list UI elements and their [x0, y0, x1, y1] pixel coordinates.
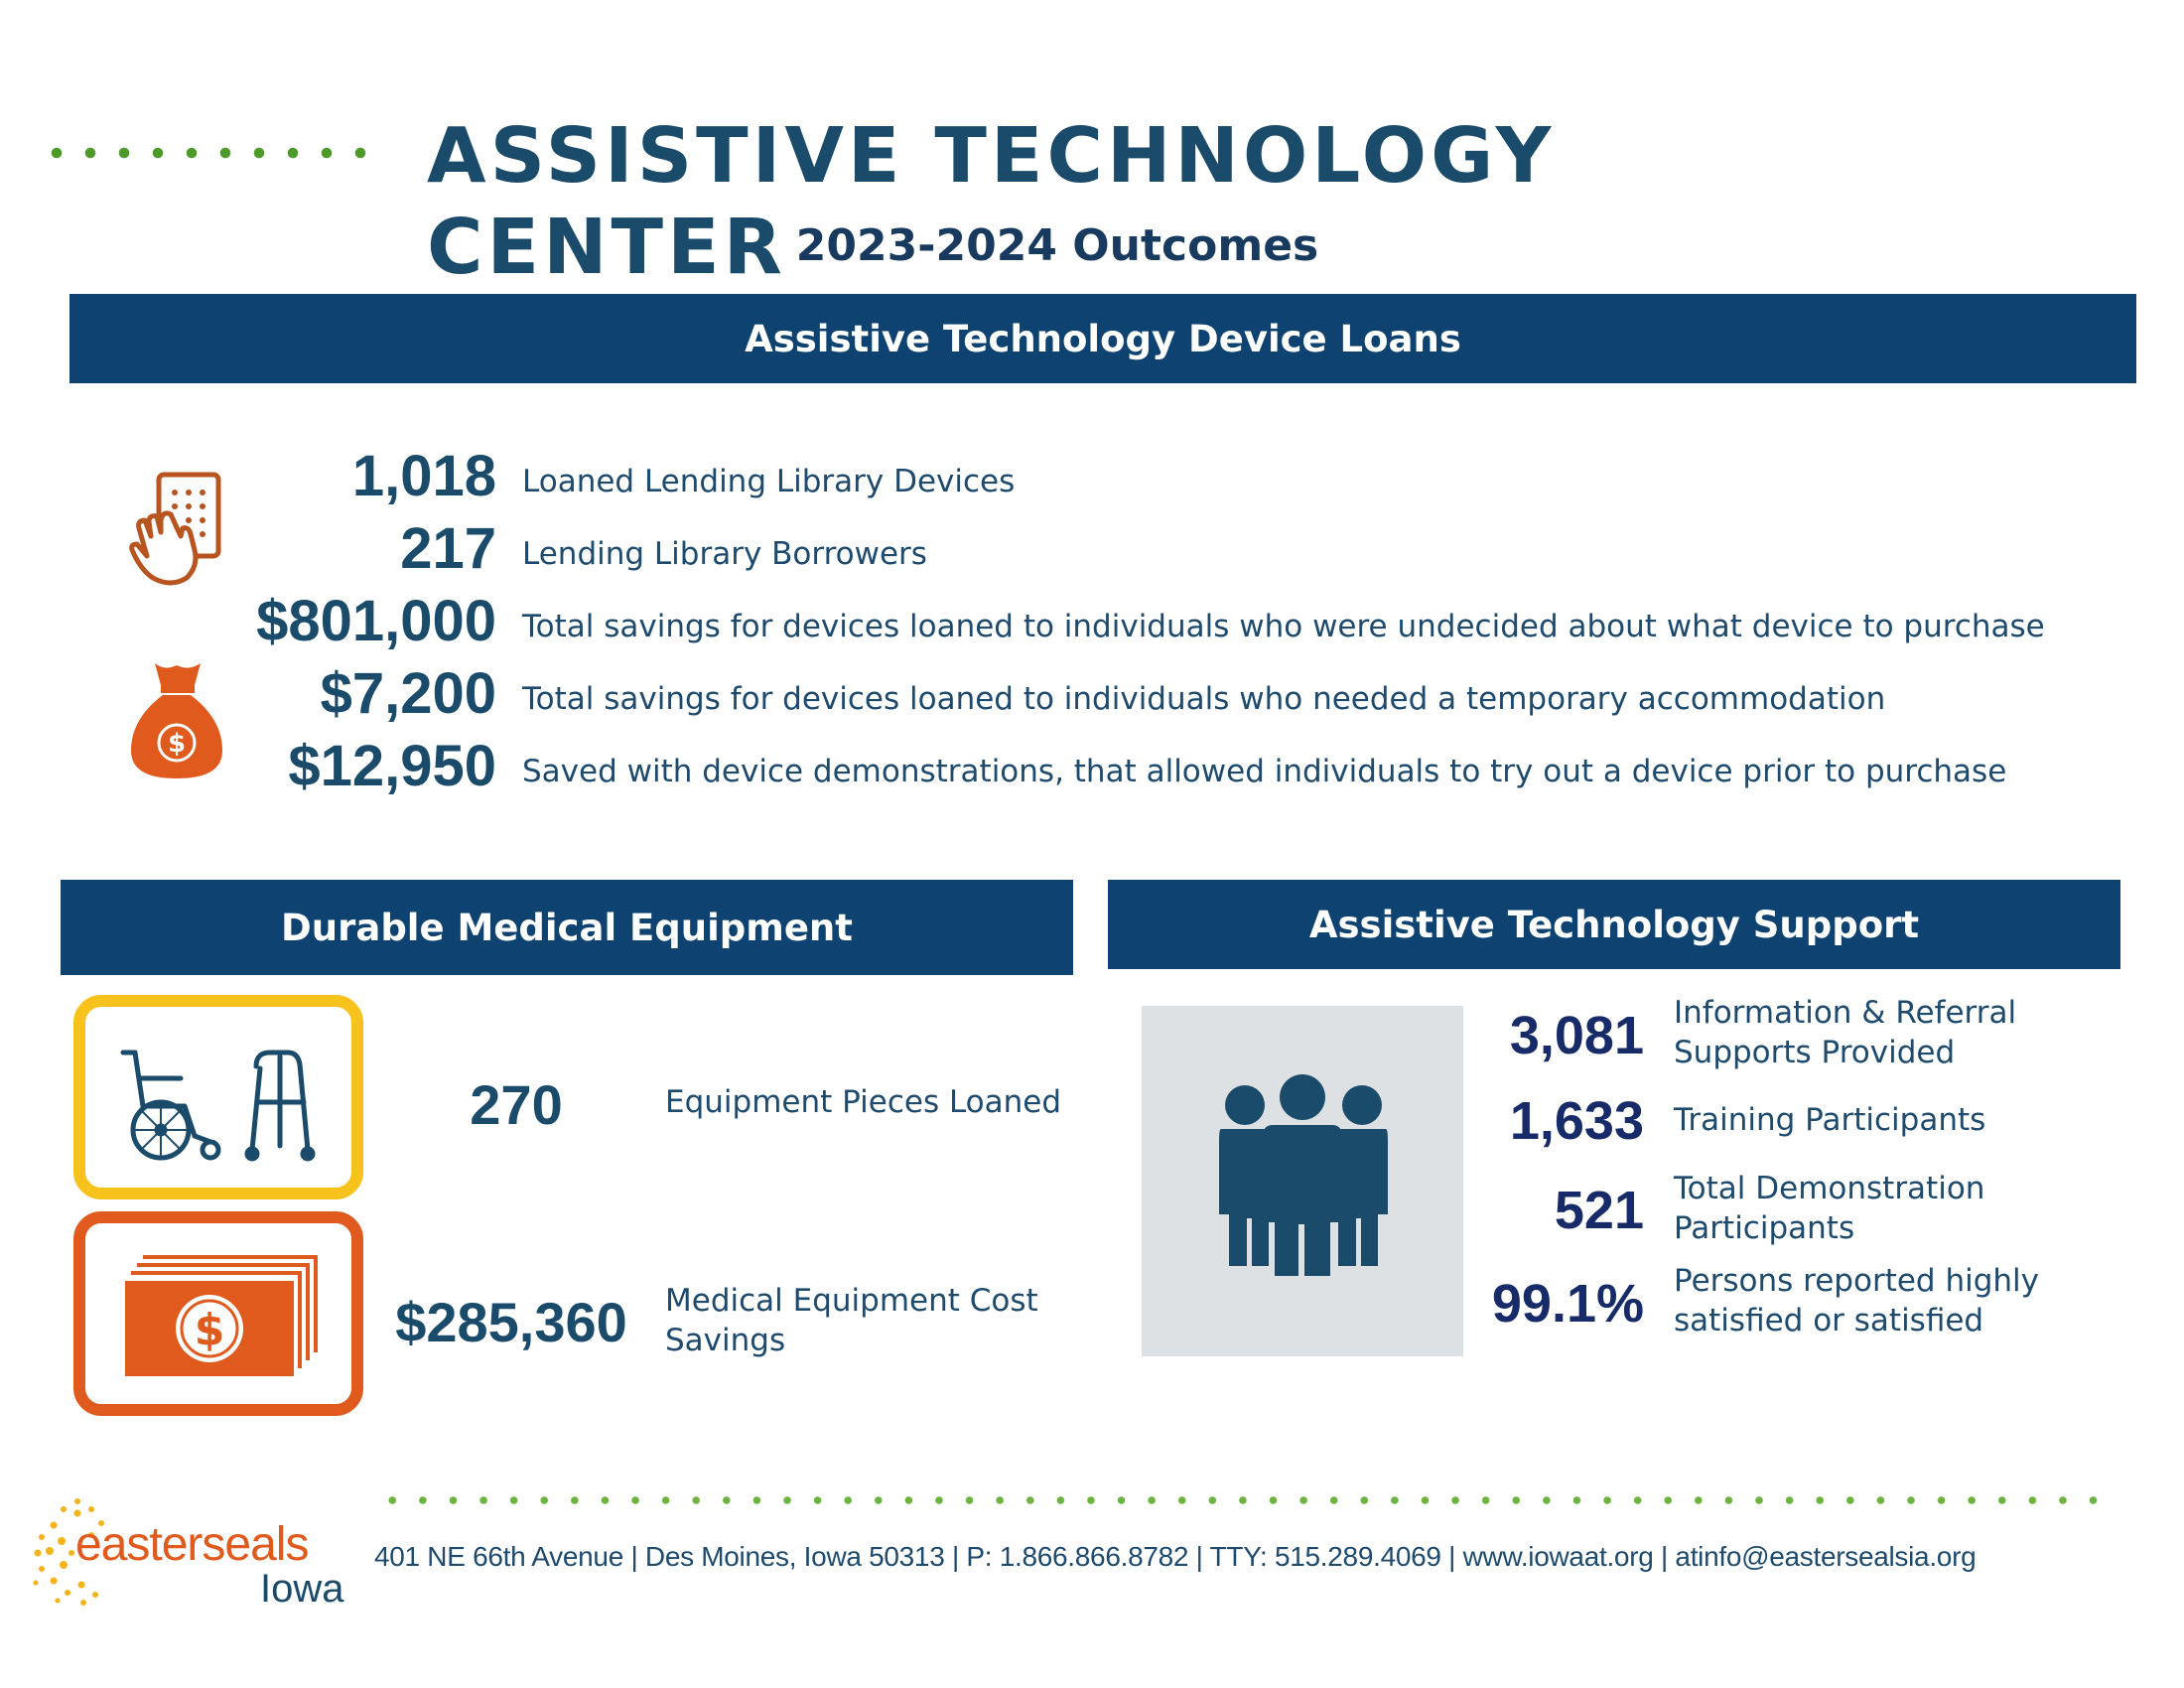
easterseals-logo-text: easterseals [75, 1518, 309, 1571]
stat-label: Loaned Lending Library Devices [522, 464, 1016, 499]
stat-row-savings-undecided [0, 585, 2184, 657]
section-header-dme [61, 880, 1073, 975]
label-line: Participants [1674, 1210, 1855, 1246]
section-header-device-loans [69, 294, 2136, 383]
stat-value-satisfaction: 99.1% [1491, 1274, 1644, 1334]
section-title: Durable Medical Equipment [281, 906, 853, 949]
cash-bills-graphic [85, 1223, 351, 1404]
label-line: Information & Referral [1674, 995, 2017, 1031]
stat-value: 217 [400, 516, 496, 581]
stat-label-equipment-loaned: Equipment Pieces Loaned [665, 1084, 1062, 1120]
stat-label-medical-savings [665, 1281, 1038, 1360]
stat-label-info-referral [1674, 993, 2016, 1072]
stat-label-satisfaction [1674, 1261, 2039, 1340]
stat-value: $7,200 [320, 661, 496, 726]
stat-row-demonstration-savings [0, 730, 2184, 802]
people-group-icon [1142, 1006, 1463, 1356]
decorative-dots-top [40, 143, 377, 163]
label-line: Training Participants [1674, 1102, 1986, 1138]
stat-value-demonstration: 521 [1554, 1181, 1644, 1240]
stat-label: Total savings for devices loaned to individuals who needed a temporary accommodation [522, 681, 1886, 717]
section-title: Assistive Technology Support [1308, 903, 1920, 946]
svg-text:$: $ [194, 1305, 225, 1355]
label-line: Medical Equipment Cost [665, 1283, 1038, 1319]
decorative-dots-bottom [377, 1493, 2105, 1507]
wheelchair-icon [85, 1007, 351, 1188]
stat-label-demonstration [1674, 1169, 1984, 1248]
stat-value-equipment-loaned: 270 [470, 1073, 563, 1136]
label-line: Supports Provided [1674, 1035, 1956, 1070]
page-title: ASSISTIVE TECHNOLOGY CENTER [427, 112, 1556, 292]
stat-label: Lending Library Borrowers [522, 536, 927, 572]
people-figures [1142, 1006, 1463, 1356]
label-line: satisfied or satisfied [1674, 1303, 1984, 1338]
svg-text:$: $ [167, 729, 187, 759]
page-subtitle: 2023-2024 Outcomes [795, 220, 1319, 271]
stat-value-training: 1,633 [1509, 1091, 1644, 1151]
easterseals-logo-region: Iowa [260, 1567, 344, 1611]
walker-icon [247, 1053, 313, 1159]
stat-value-medical-savings: $285,360 [395, 1291, 627, 1353]
cash-bills-icon [73, 1211, 363, 1416]
stat-row-savings-temporary [0, 657, 2184, 730]
stat-row-borrowers [0, 512, 2184, 585]
stat-value: $12,950 [288, 734, 496, 798]
stat-value: $801,000 [256, 589, 496, 653]
stat-label: Total savings for devices loaned to individuals who were undecided about what device to purchase [522, 609, 2045, 644]
stat-label-training [1674, 1100, 1985, 1140]
label-line: Savings [665, 1323, 786, 1358]
label-line: Total Demonstration [1674, 1171, 1985, 1206]
footer-contact-info: 401 NE 66th Avenue | Des Moines, Iowa 50313 | P: 1.866.866.8782 | TTY: 515.289.4069 | www.iowaat.org | atinfo@eastersealsia.org [374, 1541, 1977, 1572]
wheelchair-walker-icon [73, 995, 363, 1199]
stat-value: 1,018 [351, 444, 496, 508]
stat-value-info-referral: 3,081 [1509, 1006, 1644, 1065]
stat-row-loaned-devices [0, 440, 2184, 512]
label-line: Persons reported highly [1674, 1263, 2040, 1299]
section-title: Assistive Technology Device Loans [745, 317, 1461, 360]
stat-label: Saved with device demonstrations, that allowed individuals to try out a device prior to purchase [522, 754, 2007, 789]
section-header-at-support [1108, 880, 2120, 969]
